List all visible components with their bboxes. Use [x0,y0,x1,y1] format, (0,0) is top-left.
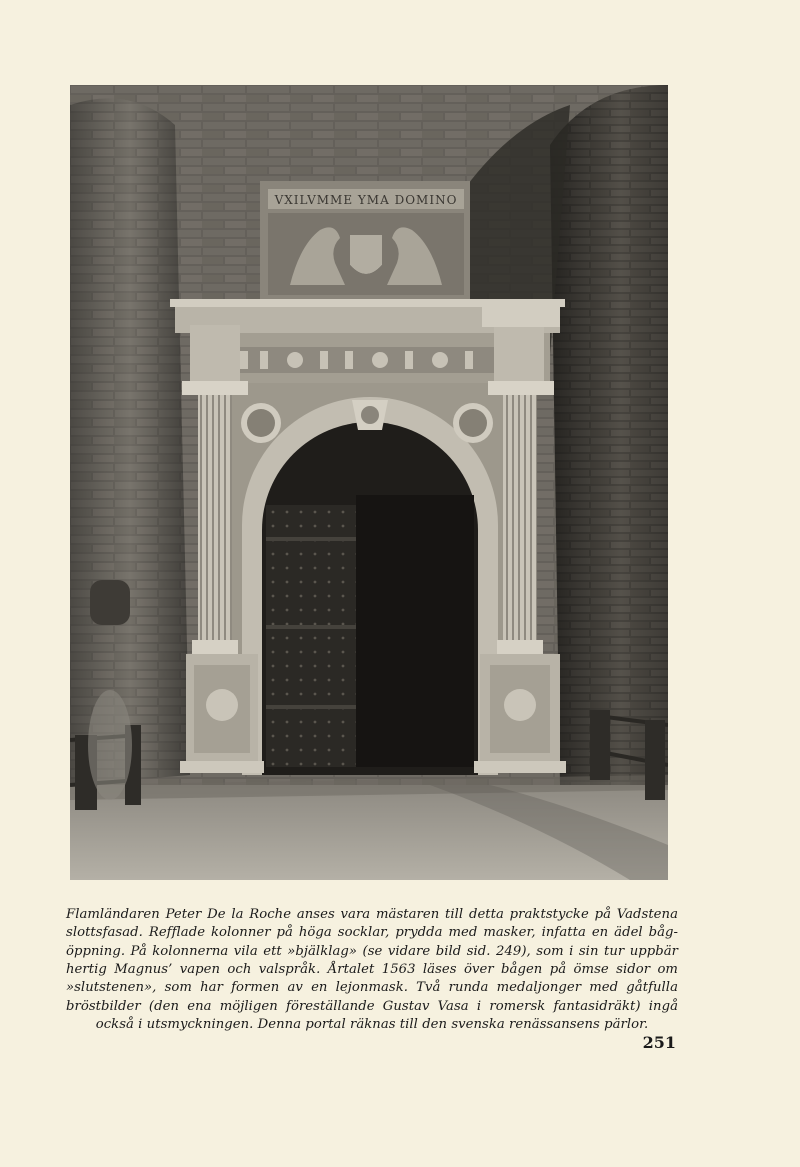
svg-text:VXILVMME YMA DOMINO: VXILVMME YMA DOMINO [274,193,458,207]
page-number: 251 [642,1033,676,1052]
portal-photograph [70,85,668,880]
photo-caption: Flamländaren Peter De la Roche anses vara mästaren till detta praktstycke på Vadstena slottsfasad. Refflade kolonner på höga socklar, prydda med masker, infatta en ädel bågöppning. På kolonnerna vila ett »bjälklag» (se vidare bild sid. 249), som i sin tur uppbär hertig Magnus’ vapen och valspråk. Årtalet 1563 läses över bågen på ömse sidor om »slutstenen», som har formen av en lejonmask. Två runda medaljonger med gåtfulla bröstbilder (den ena möjligen föreställande Gustav Vasa i romersk fantasidräkt) ingå också i utsmyckningen. Denna portal räknas till den svenska renässansens pärlor. [66,907,678,1032]
